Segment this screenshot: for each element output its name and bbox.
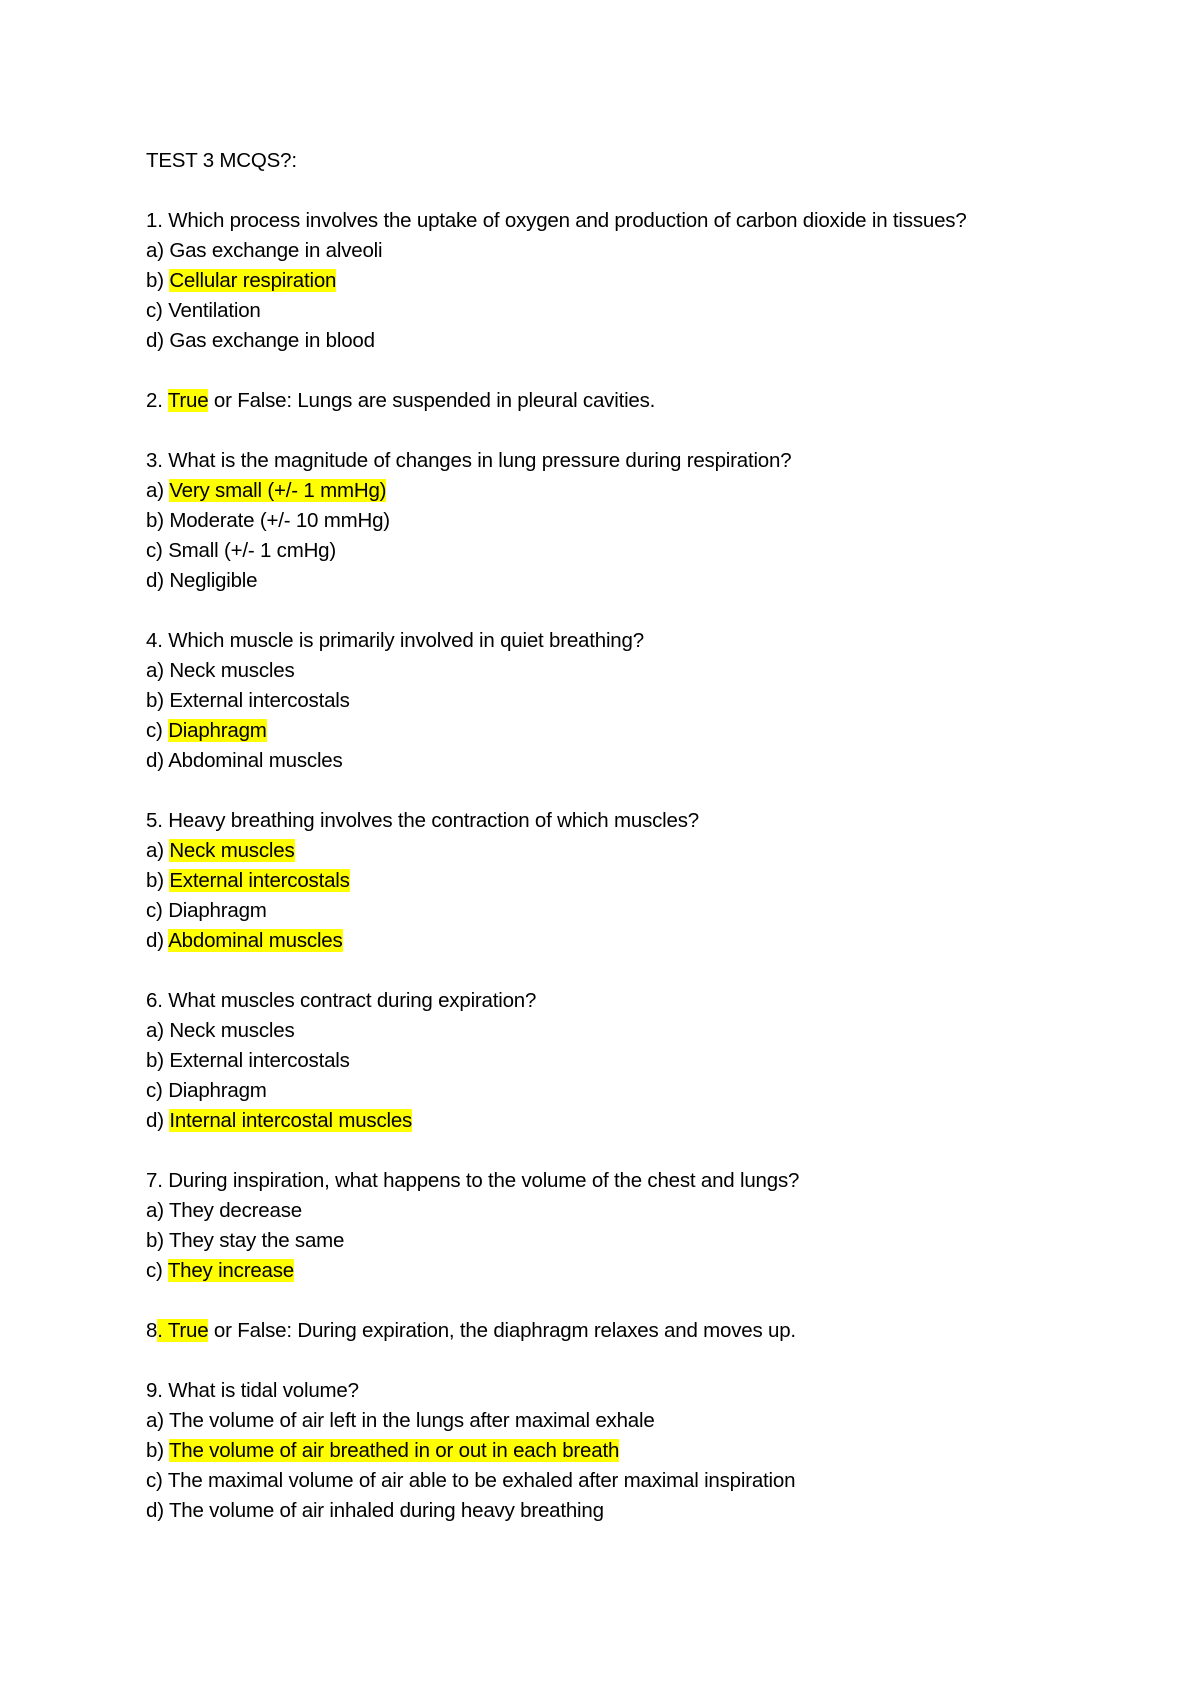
highlighted-answer: Very small (+/- 1 mmHg) <box>169 479 387 502</box>
option-letter: a) <box>146 659 170 682</box>
question-stem: 7. During inspiration, what happens to the volume of the chest and lungs? <box>146 1169 800 1192</box>
option-text: They decrease <box>168 1199 302 1222</box>
option-letter: c) <box>146 1259 168 1282</box>
option-text: The maximal volume of air able to be exhaled after maximal inspiration <box>167 1469 796 1492</box>
question-block <box>146 806 1146 986</box>
answer-option <box>146 1226 1146 1256</box>
option-letter: c) <box>146 1079 169 1102</box>
highlighted-answer: True <box>167 389 209 412</box>
question-text: or False: During expiration, the diaphragm relaxes and moves up. <box>208 1319 796 1342</box>
answer-option <box>146 1496 1146 1526</box>
option-letter: c) <box>146 299 169 322</box>
option-text: Small (+/- 1 cmHg) <box>168 539 337 562</box>
question-stem: 3. What is the magnitude of changes in lung pressure during respiration? <box>146 449 792 472</box>
highlighted-answer: Abdominal muscles <box>168 929 343 952</box>
spacer <box>146 956 1146 986</box>
question-stem: 5. Heavy breathing involves the contraction of which muscles? <box>146 809 699 832</box>
question-block <box>146 986 1146 1166</box>
option-letter: d) <box>146 929 169 952</box>
question-stem: 9. What is tidal volume? <box>146 1379 359 1402</box>
answer-option <box>146 476 1146 506</box>
option-letter: a) <box>146 1409 169 1432</box>
answer-option <box>146 1016 1146 1046</box>
option-letter: d) <box>146 749 169 772</box>
spacer <box>146 776 1146 806</box>
option-letter: c) <box>146 1469 168 1492</box>
option-text: External intercostals <box>169 1049 350 1072</box>
answer-option <box>146 866 1146 896</box>
option-text: Neck muscles <box>169 1019 295 1042</box>
highlighted-answer: Internal intercostal muscles <box>169 1109 413 1132</box>
answer-option <box>146 296 1146 326</box>
answer-option <box>146 686 1146 716</box>
spacer <box>146 596 1146 626</box>
answer-option <box>146 896 1146 926</box>
option-letter: d) <box>146 569 170 592</box>
option-letter: b) <box>146 1049 170 1072</box>
option-letter: c) <box>146 719 169 742</box>
spacer <box>146 176 1146 206</box>
option-text: Gas exchange in blood <box>169 329 375 352</box>
spacer <box>146 1346 1146 1376</box>
question-block <box>146 1166 1146 1316</box>
answer-option <box>146 236 1146 266</box>
question-block <box>146 1316 1146 1376</box>
answer-option <box>146 836 1146 866</box>
question-block <box>146 626 1146 806</box>
option-text: Diaphragm <box>168 1079 267 1102</box>
option-letter: b) <box>146 269 170 292</box>
answer-option <box>146 566 1146 596</box>
answer-option <box>146 1466 1146 1496</box>
option-text: The volume of air inhaled during heavy breathing <box>168 1499 604 1522</box>
question-number: 2. <box>146 389 168 412</box>
spacer <box>146 416 1146 446</box>
highlighted-answer: The volume of air breathed in or out in each breath <box>168 1439 620 1462</box>
highlighted-answer: Diaphragm <box>168 719 267 742</box>
spacer <box>146 1286 1146 1316</box>
option-text: Neck muscles <box>169 659 295 682</box>
option-letter: b) <box>146 509 170 532</box>
option-letter: b) <box>146 1439 169 1462</box>
highlighted-answer: . True <box>157 1319 209 1342</box>
spacer <box>146 1526 1146 1556</box>
option-letter: b) <box>146 869 170 892</box>
answer-option <box>146 1046 1146 1076</box>
question-block <box>146 386 1146 446</box>
option-letter: d) <box>146 1499 169 1522</box>
answer-option <box>146 1106 1146 1136</box>
option-letter: c) <box>146 539 169 562</box>
answer-option <box>146 716 1146 746</box>
highlighted-answer: Cellular respiration <box>169 269 337 292</box>
answer-option <box>146 1256 1146 1286</box>
answer-option <box>146 266 1146 296</box>
answer-option <box>146 746 1146 776</box>
option-text: They stay the same <box>168 1229 345 1252</box>
option-letter: a) <box>146 1199 169 1222</box>
answer-option <box>146 326 1146 356</box>
option-letter: b) <box>146 1229 169 1252</box>
option-text: Ventilation <box>168 299 261 322</box>
answer-option <box>146 1196 1146 1226</box>
answer-option <box>146 1436 1146 1466</box>
option-letter: b) <box>146 689 170 712</box>
answer-option <box>146 506 1146 536</box>
highlighted-answer: Neck muscles <box>169 839 295 862</box>
option-text: External intercostals <box>169 689 350 712</box>
answer-option <box>146 656 1146 686</box>
option-letter: a) <box>146 239 170 262</box>
document-title: TEST 3 MCQS?: <box>146 149 297 172</box>
spacer <box>146 1136 1146 1166</box>
spacer <box>146 356 1146 386</box>
answer-option <box>146 926 1146 956</box>
option-letter: d) <box>146 329 170 352</box>
option-text: Gas exchange in alveoli <box>169 239 383 262</box>
option-text: Abdominal muscles <box>168 749 343 772</box>
option-text: The volume of air left in the lungs after maximal exhale <box>168 1409 655 1432</box>
option-text: Moderate (+/- 10 mmHg) <box>169 509 390 532</box>
question-block <box>146 206 1146 386</box>
answer-option <box>146 536 1146 566</box>
document-body <box>146 146 1146 1556</box>
question-stem <box>146 1316 1146 1346</box>
highlighted-answer: They increase <box>167 1259 294 1282</box>
option-letter: c) <box>146 899 169 922</box>
question-stem: 1. Which process involves the uptake of oxygen and production of carbon dioxide in tissues? <box>146 209 967 232</box>
option-letter: a) <box>146 479 170 502</box>
question-block <box>146 1376 1146 1556</box>
highlighted-answer: External intercostals <box>169 869 350 892</box>
option-text: Diaphragm <box>168 899 267 922</box>
option-text: Negligible <box>169 569 258 592</box>
option-letter: a) <box>146 839 170 862</box>
answer-option <box>146 1406 1146 1436</box>
question-stem: 6. What muscles contract during expiration? <box>146 989 537 1012</box>
question-stem: 4. Which muscle is primarily involved in quiet breathing? <box>146 629 644 652</box>
option-letter: d) <box>146 1109 170 1132</box>
question-stem <box>146 386 1146 416</box>
question-text: or False: Lungs are suspended in pleural cavities. <box>208 389 656 412</box>
question-block <box>146 446 1146 626</box>
answer-option <box>146 1076 1146 1106</box>
question-number: 8 <box>146 1319 158 1342</box>
option-letter: a) <box>146 1019 170 1042</box>
